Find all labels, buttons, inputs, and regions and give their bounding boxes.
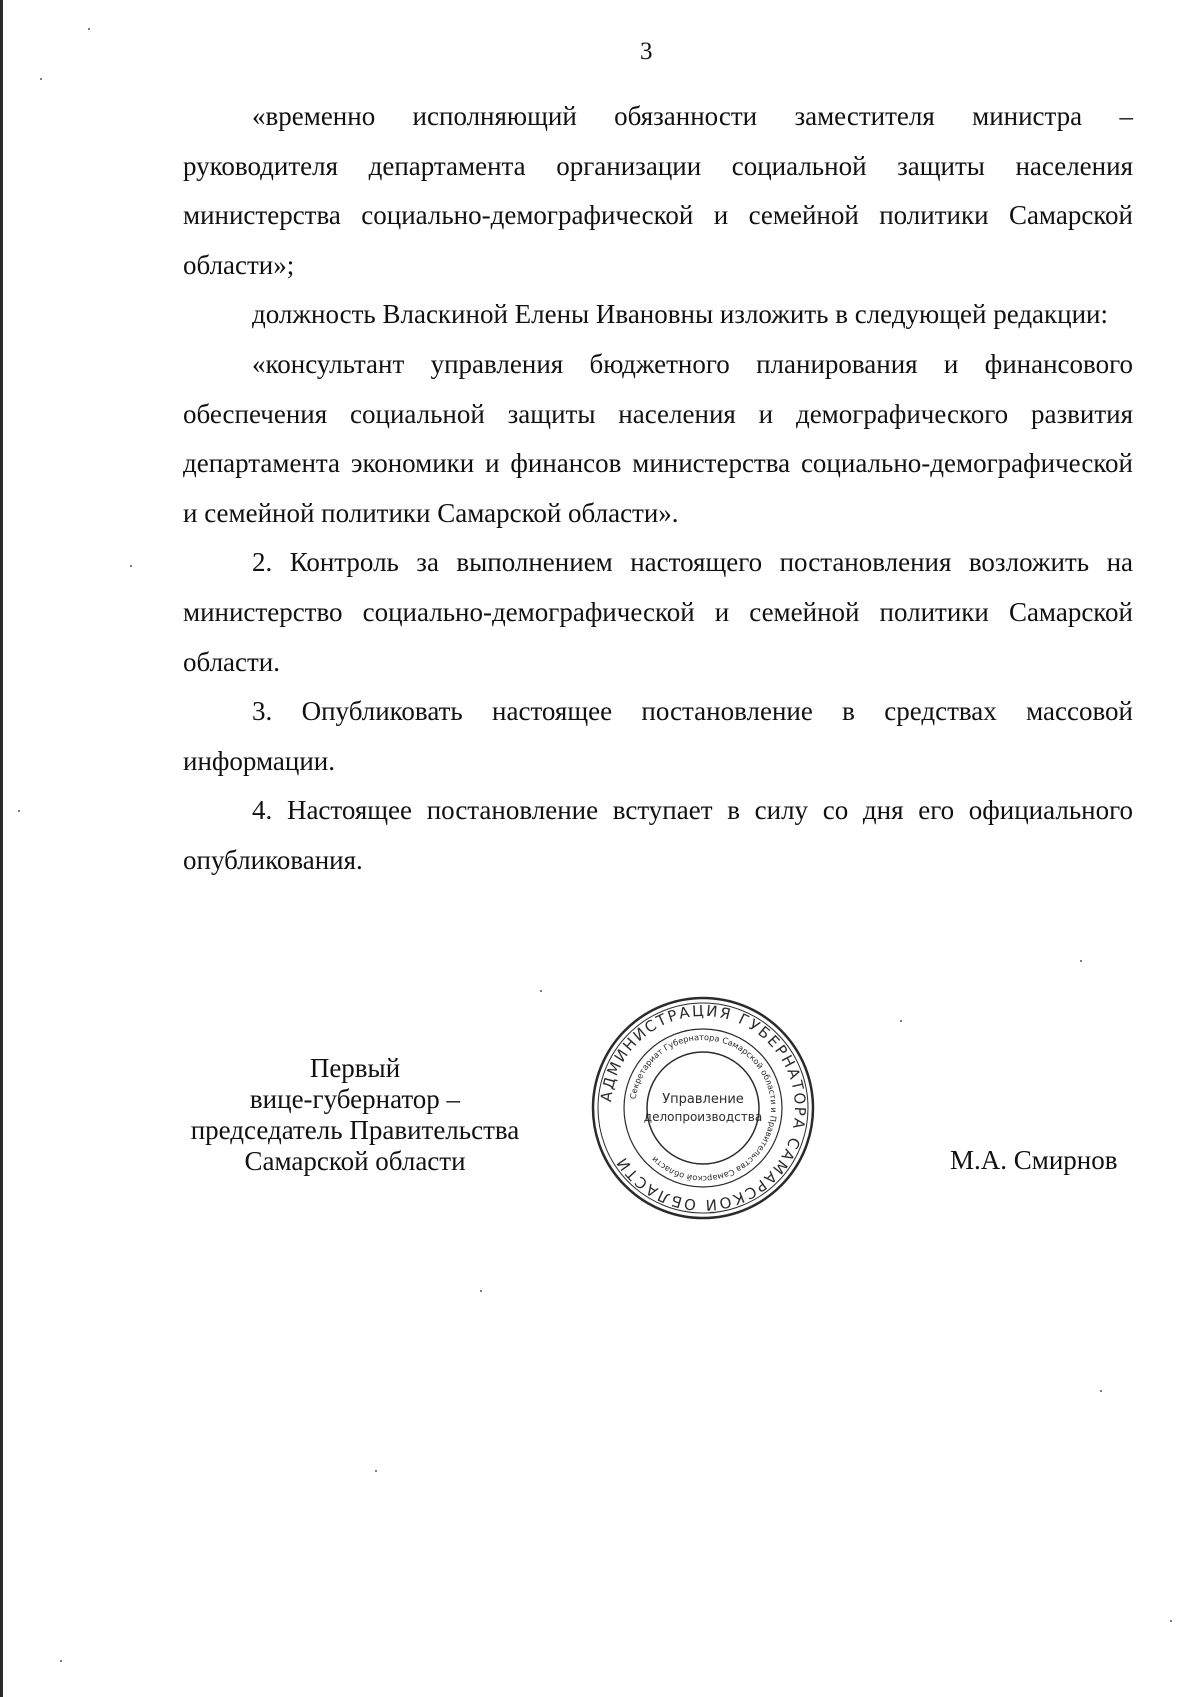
scan-speck xyxy=(1100,1390,1102,1392)
scan-speck xyxy=(130,565,132,567)
paragraph-4: 2. Контроль за выполнением настоящего постановления возложить на министерство социально-демографической и семейной политики Самарской области. xyxy=(183,547,1133,677)
scan-speck xyxy=(375,1470,377,1472)
scan-speck xyxy=(1170,1620,1172,1622)
paragraph-1: «временно исполняющий обязанности заместителя министра – руководителя департамента организации социальной защиты населения министерства социально-демографической и семейной политики Самарской области»; xyxy=(183,101,1133,280)
seal-center-line-1: Управление xyxy=(662,1092,744,1107)
seal-inner-text: Секретариат Губернатора Самарской области и Правительства Самарской области xyxy=(627,1031,780,1185)
paragraph-5: 3. Опубликовать настоящее постановление в средствах массовой информации. xyxy=(183,696,1133,776)
paragraph-6: 4. Настоящее постановление вступает в силу со дня его официального опубликования. xyxy=(183,795,1133,875)
position-line-1: Первый xyxy=(309,1053,401,1083)
paragraph-3: «консультант управления бюджетного планирования и финансового обеспечения социальной защиты населения и демографического развития департамента экономики и финансов министерства социально-демографической и семейной политики Самарской области». xyxy=(183,348,1133,528)
seal-inner-ring xyxy=(647,1052,759,1164)
official-seal-stamp xyxy=(588,993,818,1223)
document-body xyxy=(183,92,1133,886)
position-line-2: вице-губернатор – xyxy=(249,1084,461,1114)
position-line-4: Самарской области xyxy=(244,1146,466,1176)
paragraph-2: должность Власкиной Елены Ивановны изложить в следующей редакции: xyxy=(252,299,1109,330)
signatory-name: М.А. Смирнов xyxy=(950,1145,1118,1175)
scan-speck xyxy=(900,1020,902,1022)
scan-speck xyxy=(40,78,42,80)
page-number: 3 xyxy=(640,38,653,65)
scan-speck xyxy=(18,810,20,812)
seal-outer-ring xyxy=(593,998,813,1218)
seal-outer-text: АДМИНИСТРАЦИЯ ГУБЕРНАТОРА САМАРСКОЙ ОБЛАСТИ xyxy=(597,1001,810,1215)
scan-speck xyxy=(480,1290,482,1292)
scan-speck xyxy=(1080,960,1082,962)
seal-center-line-2: делопроизводства xyxy=(643,1110,763,1124)
scan-speck xyxy=(60,1660,62,1662)
signatory-position xyxy=(160,1053,550,1177)
position-line-3: председатель Правительства xyxy=(190,1115,520,1145)
scan-left-edge xyxy=(0,0,3,1697)
scan-speck xyxy=(540,990,542,992)
scan-speck xyxy=(88,28,90,30)
